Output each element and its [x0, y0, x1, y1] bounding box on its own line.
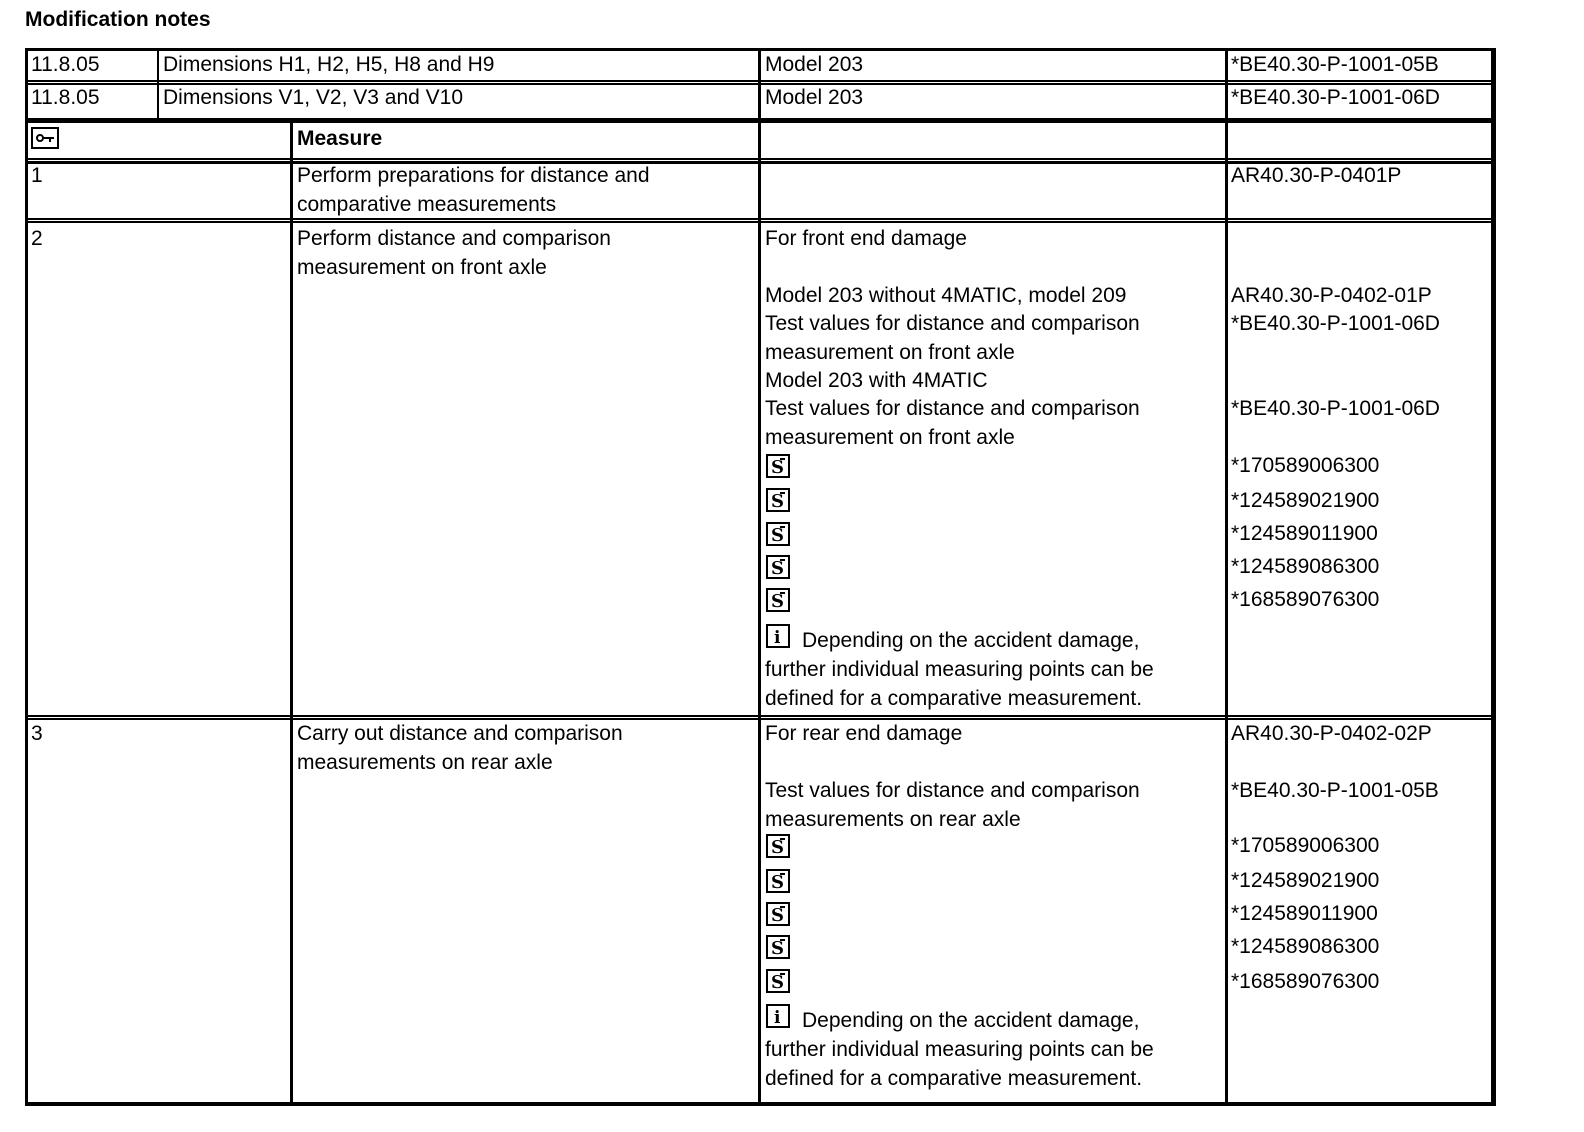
tool-number[interactable]: *124589086300: [1231, 555, 1380, 578]
svg-text:S: S: [771, 938, 784, 957]
measurement-table: [25, 48, 1496, 1106]
step-measure: Perform distance and comparison measurement on front axle: [297, 227, 611, 279]
tool-number[interactable]: *170589006300: [1231, 454, 1380, 477]
special-tool-icon: [766, 834, 790, 858]
tool-number[interactable]: *124589011900: [1231, 522, 1378, 545]
info-note: Depending on the accident damage, further individual measuring points can be defined for a comparative measurement.: [765, 629, 1154, 710]
svg-text:S: S: [771, 491, 784, 510]
special-tool-icon: [766, 488, 790, 512]
step-measure: Perform preparations for distance and comparative measurements: [297, 164, 650, 216]
special-tool-icon: [766, 555, 790, 579]
measure-header: Measure: [297, 127, 383, 150]
note-model: Model 203: [765, 86, 864, 109]
step-reference[interactable]: *BE40.30-P-1001-05B: [1231, 779, 1439, 802]
svg-text:S: S: [771, 525, 784, 544]
svg-text:S: S: [771, 837, 784, 856]
svg-text:S: S: [771, 457, 784, 476]
step-reference[interactable]: AR40.30-P-0402-01P: [1231, 284, 1432, 307]
note-description: Dimensions H1, H2, H5, H8 and H9: [163, 53, 495, 76]
key-icon: [31, 127, 59, 149]
test-values-text: Test values for distance and comparison measurement on front axle: [765, 397, 1140, 449]
model-variant: Model 203 without 4MATIC, model 209: [765, 284, 1127, 307]
step-condition: For rear end damage: [765, 722, 963, 745]
svg-text:i: i: [774, 1008, 781, 1026]
tool-number[interactable]: *168589076300: [1231, 588, 1380, 611]
svg-text:S: S: [771, 872, 784, 891]
svg-text:S: S: [771, 972, 784, 991]
step-number: 3: [31, 722, 43, 745]
special-tool-icon: [766, 869, 790, 893]
step-measure: Carry out distance and comparison measurements on rear axle: [297, 722, 623, 774]
step-reference[interactable]: AR40.30-P-0402-02P: [1231, 722, 1432, 745]
special-tool-icon: [766, 588, 790, 612]
svg-text:S: S: [771, 905, 784, 924]
note-date: 11.8.05: [31, 53, 100, 76]
step-number: 2: [31, 227, 43, 250]
tool-number[interactable]: *168589076300: [1231, 970, 1380, 993]
special-tool-icon: [766, 969, 790, 993]
test-values-text: Test values for distance and comparison measurement on front axle: [765, 312, 1140, 364]
tool-number[interactable]: *124589086300: [1231, 935, 1380, 958]
tool-number[interactable]: *170589006300: [1231, 834, 1380, 857]
special-tool-icon: [766, 454, 790, 478]
note-model: Model 203: [765, 53, 864, 76]
info-note: Depending on the accident damage, further individual measuring points can be defined for a comparative measurement.: [765, 1009, 1154, 1090]
model-variant: Model 203 with 4MATIC: [765, 369, 988, 392]
note-date: 11.8.05: [31, 86, 100, 109]
svg-text:i: i: [774, 628, 781, 646]
step-reference[interactable]: *BE40.30-P-1001-06D: [1231, 397, 1440, 420]
special-tool-icon: [766, 902, 790, 926]
step-reference[interactable]: AR40.30-P-0401P: [1231, 164, 1402, 187]
page-title: Modification notes: [25, 8, 211, 31]
test-values-text: Test values for distance and comparison measurements on rear axle: [765, 779, 1140, 831]
step-number: 1: [31, 164, 43, 187]
note-reference[interactable]: *BE40.30-P-1001-06D: [1231, 86, 1440, 109]
special-tool-icon: [766, 935, 790, 959]
note-description: Dimensions V1, V2, V3 and V10: [163, 86, 464, 109]
tool-number[interactable]: *124589021900: [1231, 489, 1380, 512]
tool-number[interactable]: *124589021900: [1231, 869, 1380, 892]
step-reference[interactable]: *BE40.30-P-1001-06D: [1231, 312, 1440, 335]
note-reference[interactable]: *BE40.30-P-1001-05B: [1231, 53, 1439, 76]
step-condition: For front end damage: [765, 227, 967, 250]
special-tool-icon: [766, 522, 790, 546]
svg-text:S: S: [771, 558, 784, 577]
svg-text:S: S: [771, 591, 784, 610]
tool-number[interactable]: *124589011900: [1231, 902, 1378, 925]
